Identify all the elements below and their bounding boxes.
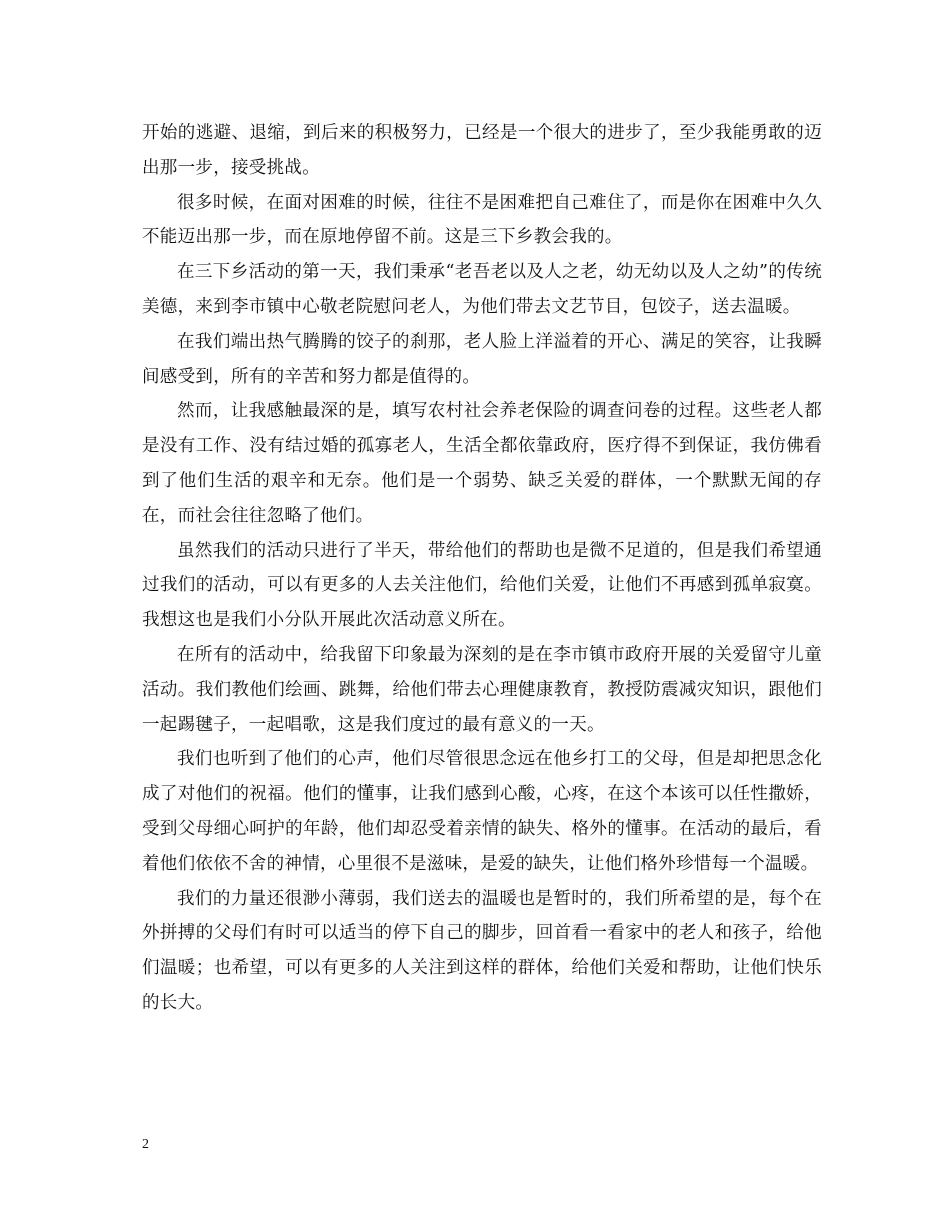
paragraph-8: 我们也听到了他们的心声，他们尽管很思念远在他乡打工的父母，但是却把思念化成了对他们的祝福。他们的懂事，让我们感到心酸，心疼，在这个本该可以任性撒娇，受到父母细心呵护的年龄，他们却忍受着亲情的缺失、格外的懂事。在活动的最后，看着他们依依不舍的神情，心里很不是滋味，是爱的缺失，让他们格外珍惜每一个温暖。 [142, 749, 822, 874]
page-number: 2 [142, 1137, 149, 1152]
paragraph-3: 在三下乡活动的第一天，我们秉承“老吾老以及人之老，幼无幼以及人之幼”的传统美德，来到李市镇中心敬老院慰问老人，为他们带去文艺节目，包饺子，送去温暖。 [142, 262, 822, 317]
paragraph-7: 在所有的活动中，给我留下印象最为深刻的是在李市镇市政府开展的关爱留守儿童活动。我们教他们绘画、跳舞，给他们带去心理健康教育，教授防震减灾知识，跟他们一起踢毽子，一起唱歌，这是我们度过的最有意义的一天。 [142, 644, 822, 735]
body-text [142, 116, 822, 1021]
paragraph-5: 然而，让我感触最深的是，填写农村社会养老保险的调查问卷的过程。这些老人都是没有工作、没有结过婚的孤寡老人，生活全都依靠政府，医疗得不到保证，我仿佛看到了他们生活的艰辛和无奈。他们是一个弱势、缺乏关爱的群体，一个默默无闻的存在，而社会往往忽略了他们。 [142, 401, 822, 526]
paragraph-9: 我们的力量还很渺小薄弱，我们送去的温暖也是暂时的，我们所希望的是，每个在外拼搏的父母们有时可以适当的停下自己的脚步，回首看一看家中的老人和孩子，给他们温暖；也希望，可以有更多的人关注到这样的群体，给他们关爱和帮助，让他们快乐的长大。 [142, 888, 822, 1013]
paragraph-4: 在我们端出热气腾腾的饺子的刹那，老人脸上洋溢着的开心、满足的笑容，让我瞬间感受到，所有的辛苦和努力都是值得的。 [142, 331, 822, 387]
paragraph-6: 虽然我们的活动只进行了半天，带给他们的帮助也是微不足道的，但是我们希望通过我们的活动，可以有更多的人去关注他们，给他们关爱，让他们不再感到孤单寂寞。我想这也是我们小分队开展此次活动意义所在。 [142, 540, 822, 631]
paragraph-2: 很多时候，在面对困难的时候，往往不是困难把自己难住了，而是你在困难中久久不能迈出那一步，而在原地停留不前。这是三下乡教会我的。 [142, 192, 822, 248]
paragraph-1: 开始的逃避、退缩，到后来的积极努力，已经是一个很大的进步了，至少我能勇敢的迈出那一步，接受挑战。 [142, 123, 822, 178]
